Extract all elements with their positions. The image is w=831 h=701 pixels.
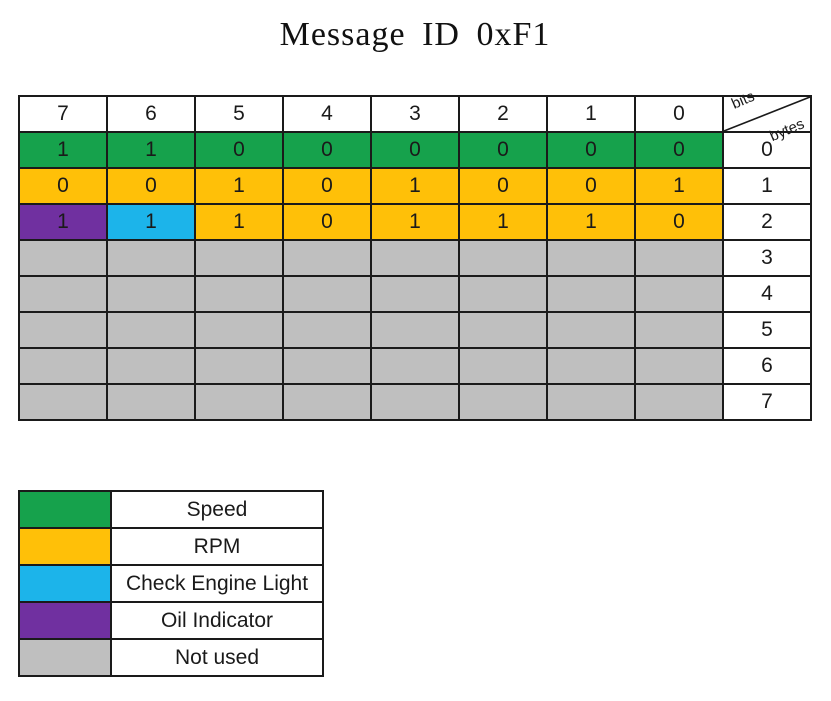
bit-cell — [283, 240, 371, 276]
byte-row-7 — [19, 384, 811, 420]
byte-row-6 — [19, 348, 811, 384]
bit-cell — [459, 276, 547, 312]
bit-cell: 0 — [195, 132, 283, 168]
bit-cell — [283, 312, 371, 348]
bit-cell: 1 — [635, 168, 723, 204]
legend-row-rpm — [19, 528, 323, 565]
legend-row-check-engine — [19, 565, 323, 602]
byte-row-0 — [19, 132, 811, 168]
byte-label: 1 — [723, 168, 811, 204]
byte-label: 5 — [723, 312, 811, 348]
bytes-axis-label: bytes — [767, 115, 807, 146]
byte-row-4 — [19, 276, 811, 312]
byte-label: 0 — [723, 132, 811, 168]
bit-cell: 0 — [371, 132, 459, 168]
bit-cell — [371, 384, 459, 420]
byte-row-3 — [19, 240, 811, 276]
bit-cell — [195, 240, 283, 276]
legend-label-not-used: Not used — [111, 639, 323, 676]
bit-cell — [371, 312, 459, 348]
bit-header-3: 3 — [371, 96, 459, 132]
byte-label: 2 — [723, 204, 811, 240]
bit-cell: 1 — [459, 204, 547, 240]
bit-cell: 1 — [19, 204, 107, 240]
bit-cell — [283, 276, 371, 312]
bit-cell: 0 — [107, 168, 195, 204]
bit-cell — [283, 348, 371, 384]
bit-cell: 1 — [547, 204, 635, 240]
bit-cell: 1 — [195, 168, 283, 204]
bit-byte-table — [18, 87, 812, 421]
legend-label-check-engine: Check Engine Light — [111, 565, 323, 602]
bit-cell — [19, 384, 107, 420]
bit-cell: 0 — [283, 204, 371, 240]
bit-cell — [195, 276, 283, 312]
bit-cell — [19, 276, 107, 312]
bit-cell — [547, 384, 635, 420]
bit-cell — [107, 240, 195, 276]
bit-cell: 1 — [19, 132, 107, 168]
bit-cell — [19, 240, 107, 276]
byte-label: 4 — [723, 276, 811, 312]
bit-cell — [107, 276, 195, 312]
legend-label-rpm: RPM — [111, 528, 323, 565]
bit-cell — [459, 240, 547, 276]
legend-label-oil-indicator: Oil Indicator — [111, 602, 323, 639]
bit-cell — [459, 348, 547, 384]
legend-row-oil-indicator — [19, 602, 323, 639]
bit-cell — [635, 384, 723, 420]
bit-cell: 0 — [547, 132, 635, 168]
legend-row-speed — [19, 491, 323, 528]
bit-cell — [195, 384, 283, 420]
byte-label: 7 — [723, 384, 811, 420]
byte-row-5 — [19, 312, 811, 348]
bit-cell — [459, 384, 547, 420]
legend-swatch-not-used — [19, 639, 111, 676]
bit-cell — [195, 312, 283, 348]
bit-header-4: 4 — [283, 96, 371, 132]
bit-header-0: 0 — [635, 96, 723, 132]
bit-cell — [19, 348, 107, 384]
bit-cell — [635, 312, 723, 348]
bit-cell — [547, 312, 635, 348]
bit-cell — [107, 312, 195, 348]
bit-cell — [107, 348, 195, 384]
legend-label-speed: Speed — [111, 491, 323, 528]
bit-header-1: 1 — [547, 96, 635, 132]
bit-cell: 0 — [459, 132, 547, 168]
bit-cell: 1 — [195, 204, 283, 240]
bit-cell — [547, 348, 635, 384]
legend-swatch-check-engine — [19, 565, 111, 602]
color-legend — [18, 490, 324, 677]
bit-cell — [635, 276, 723, 312]
bit-cell: 0 — [635, 132, 723, 168]
bit-cell: 1 — [107, 132, 195, 168]
bit-cell: 1 — [107, 204, 195, 240]
bit-cell — [635, 348, 723, 384]
bit-cell — [283, 384, 371, 420]
bits-bytes-corner-cell — [723, 87, 811, 146]
bit-header-2: 2 — [459, 96, 547, 132]
bits-axis-label: bits — [729, 87, 758, 113]
legend-swatch-oil-indicator — [19, 602, 111, 639]
bit-cell — [635, 240, 723, 276]
bit-cell: 0 — [19, 168, 107, 204]
bit-cell — [107, 384, 195, 420]
bit-cell — [195, 348, 283, 384]
page-title: Message ID 0xF1 — [279, 16, 551, 53]
bit-header-6: 6 — [107, 96, 195, 132]
bit-cell: 0 — [283, 168, 371, 204]
bit-cell: 1 — [371, 204, 459, 240]
byte-row-1 — [19, 168, 811, 204]
bit-header-row — [19, 96, 811, 132]
bit-header-7: 7 — [19, 96, 107, 132]
byte-row-2 — [19, 204, 811, 240]
bit-cell: 0 — [459, 168, 547, 204]
bit-cell — [371, 240, 459, 276]
bit-cell — [371, 348, 459, 384]
legend-row-not-used — [19, 639, 323, 676]
byte-label: 3 — [723, 240, 811, 276]
bit-cell: 1 — [371, 168, 459, 204]
bit-cell — [371, 276, 459, 312]
bit-cell — [19, 312, 107, 348]
bit-cell: 0 — [283, 132, 371, 168]
bit-cell — [547, 276, 635, 312]
bit-cell — [547, 240, 635, 276]
byte-label: 6 — [723, 348, 811, 384]
bit-cell: 0 — [547, 168, 635, 204]
bit-cell — [459, 312, 547, 348]
bit-cell: 0 — [635, 204, 723, 240]
legend-swatch-speed — [19, 491, 111, 528]
bit-header-5: 5 — [195, 96, 283, 132]
legend-swatch-rpm — [19, 528, 111, 565]
